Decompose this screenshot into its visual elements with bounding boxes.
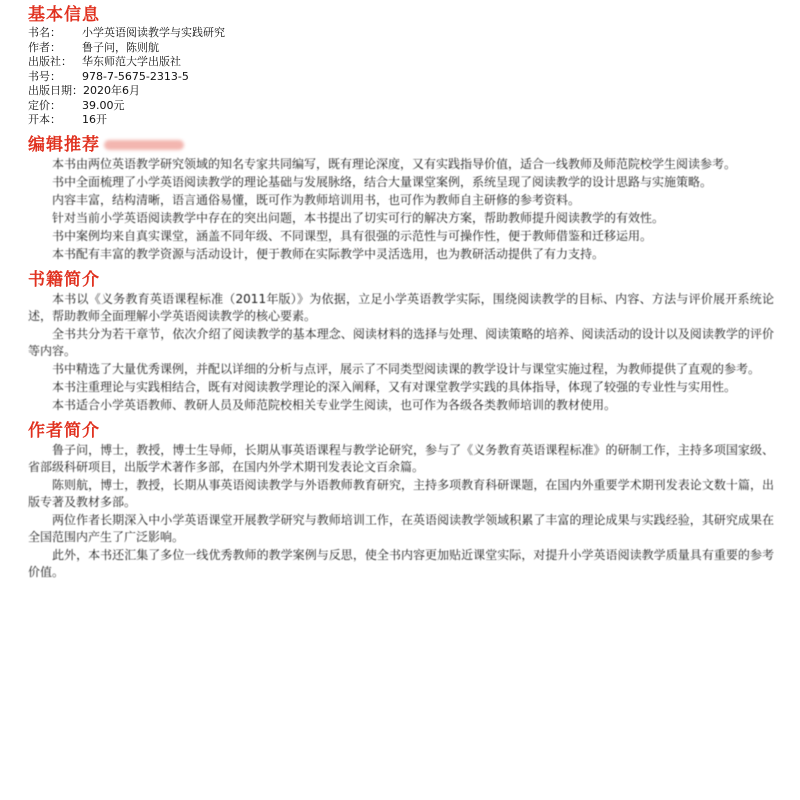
meta-row — [28, 26, 774, 41]
paragraph: 两位作者长期深入中小学英语课堂开展教学研究与教师培训工作，在英语阅读教学领域积累了丰富的理论成果与实践经验，其研究成果在全国范围内产生了广泛影响。 — [28, 512, 774, 544]
meta-label: 书名： — [28, 26, 61, 39]
meta-row — [28, 113, 774, 128]
paragraph: 针对当前小学英语阅读教学中存在的突出问题，本书提出了切实可行的解决方案，帮助教师提升阅读教学的有效性。 — [52, 210, 665, 225]
meta-value: 2020年6月 — [83, 84, 140, 97]
meta-value: 华东师范大学出版社 — [82, 55, 181, 68]
section-title-book-intro: 书籍简介 — [28, 269, 100, 290]
meta-value: 小学英语阅读教学与实践研究 — [82, 26, 225, 39]
meta-label: 定价： — [28, 98, 61, 112]
meta-label: 出版社： — [28, 55, 72, 68]
paragraph: 书中精选了大量优秀课例，并配以详细的分析与点评，展示了不同类型阅读课的教学设计与课堂实施过程，为教师提供了直观的参考。 — [52, 361, 761, 376]
meta-value: 39.00元 — [82, 98, 125, 112]
paragraph: 陈则航，博士，教授，长期从事英语阅读教学与外语教师教育研究，主持多项教育科研课题，在国内外重要学术期刊发表论文数十篇，出版专著及教材多部。 — [28, 477, 774, 509]
paragraph: 本书适合小学英语教师、教研人员及师范院校相关专业学生阅读，也可作为各级各类教师培训的教材使用。 — [52, 397, 617, 412]
paragraph: 此外，本书还汇集了多位一线优秀教师的教学案例与反思，使全书内容更加贴近课堂实际，对提升小学英语阅读教学质量具有重要的参考价值。 — [28, 547, 774, 579]
meta-row — [28, 55, 774, 70]
meta-value: 鲁子问，陈则航 — [82, 40, 159, 54]
paragraph: 本书配有丰富的教学资源与活动设计，便于教师在实际教学中灵活选用，也为教研活动提供了有力支持。 — [52, 246, 605, 261]
paragraph: 本书由两位英语教学研究领域的知名专家共同编写，既有理论深度，又有实践指导价值，适合一线教师及师范院校学生阅读参考。 — [52, 156, 737, 171]
meta-label: 书号： — [28, 69, 61, 83]
meta-value: 978-7-5675-2313-5 — [82, 69, 189, 83]
meta-row — [28, 41, 774, 56]
book-meta-list — [28, 26, 774, 128]
meta-row — [28, 84, 774, 99]
meta-row — [28, 70, 774, 85]
paragraph: 鲁子问，博士，教授，博士生导师，长期从事英语课程与教学论研究，参与了《义务教育英语课程标准》的研制工作，主持多项国家级、省部级科研项目，出版学术著作多部，在国内外学术期刊发表论文百余篇。 — [28, 442, 774, 474]
book-intro-section — [28, 269, 774, 414]
section-title-text: 编辑推荐 — [28, 134, 100, 155]
paragraph: 内容丰富，结构清晰，语言通俗易懂，既可作为教师培训用书，也可作为教师自主研修的参考资料。 — [52, 192, 581, 207]
paragraph: 书中案例均来自真实课堂，涵盖不同年级、不同课型，具有很强的示范性与可操作性，便于教师借鉴和迁移运用。 — [52, 228, 653, 243]
section-title-basic-info: 基本信息 — [28, 5, 100, 25]
editor-recommendation-section — [28, 134, 774, 263]
meta-value: 16开 — [82, 113, 107, 126]
meta-label: 作者： — [28, 40, 61, 54]
section-title-author-intro: 作者简介 — [28, 420, 100, 441]
meta-label: 出版日期： — [28, 84, 83, 97]
meta-row — [28, 99, 774, 114]
author-intro-section — [28, 420, 774, 581]
paragraph: 本书以《义务教育英语课程标准（2011年版）》为依据，立足小学英语教学实际，围绕阅读教学的目标、内容、方法与评价展开系统论述，帮助教师全面理解小学英语阅读教学的核心要素。 — [28, 291, 774, 323]
section-title-editor-recommendation — [28, 134, 774, 156]
paragraph: 书中全面梳理了小学英语阅读教学的理论基础与发展脉络，结合大量课堂案例，系统呈现了阅读教学的设计思路与实施策略。 — [52, 174, 713, 189]
meta-label: 开本： — [28, 113, 61, 126]
redacted-mark — [104, 140, 184, 150]
paragraph: 全书共分为若干章节，依次介绍了阅读教学的基本理念、阅读材料的选择与处理、阅读策略的培养、阅读活动的设计以及阅读教学的评价等内容。 — [28, 326, 774, 358]
paragraph: 本书注重理论与实践相结合，既有对阅读教学理论的深入阐释，又有对课堂教学实践的具体指导，体现了较强的专业性与实用性。 — [52, 379, 737, 394]
